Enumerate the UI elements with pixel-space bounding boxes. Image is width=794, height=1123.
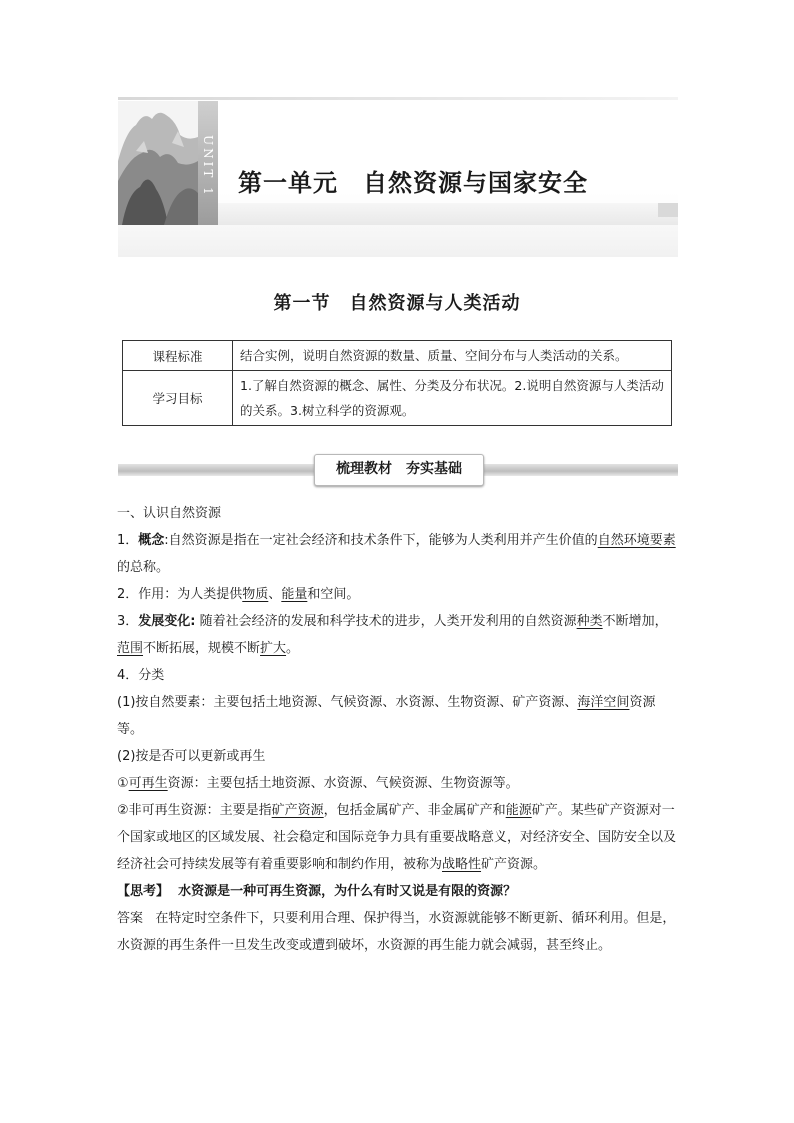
fill-in-answer: 自然环境要素 <box>597 533 676 548</box>
paragraph-development <box>117 608 679 662</box>
fill-in-answer: 种类 <box>576 614 603 629</box>
unit-label: UNIT 1 <box>201 134 215 198</box>
fill-in-answer: 矿产资源 <box>271 803 324 818</box>
fill-in-answer: 能量 <box>281 587 308 602</box>
fill-in-answer: 扩大 <box>260 641 287 656</box>
fill-in-answer: 范围 <box>117 641 144 656</box>
table-row <box>123 341 672 371</box>
mountain-illustration <box>118 101 198 225</box>
heading-recognize-resources: 一、认识自然资源 <box>117 506 222 521</box>
item-text: 2．作用：为人类提供 <box>117 587 243 602</box>
item-text: 。 <box>286 641 300 656</box>
item-text: ，包括金属矿产、非金属矿产和 <box>323 803 506 818</box>
section-title: 第一节 自然资源与人类活动 <box>273 293 521 314</box>
item-text: 矿产资源。 <box>481 857 547 872</box>
paragraph-concept <box>117 527 679 581</box>
item-number: 1． <box>117 533 139 548</box>
body-content <box>117 500 679 959</box>
item-text: 的总称。 <box>117 560 170 575</box>
table-value-cell: 结合实例，说明自然资源的数量、质量、空间分布与人类活动的关系。 <box>233 341 672 371</box>
item-text: 不断增加， <box>602 614 668 629</box>
think-tag: 【思考】 <box>117 884 170 899</box>
item-number: 3． <box>117 614 139 629</box>
think-question-text: 水资源是一种可再生资源，为什么有时又说是有限的资源？ <box>178 884 517 899</box>
answer-text: 在特定时空条件下，只要利用合理、保护得当，水资源就能够不断更新、循环利用。但是，水资源的再生条件一旦发生改变或遭到破坏，水资源的再生能力就会减弱，甚至终止。 <box>117 911 676 953</box>
item-label: 概念 <box>138 533 165 548</box>
ribbon-title: 梳理教材 夯实基础 <box>336 461 462 477</box>
table-label-cell: 课程标准 <box>123 341 233 371</box>
item-text: ① <box>117 776 129 791</box>
item-text: 资源等。 <box>117 695 656 737</box>
item-text: 随着社会经济的发展和科学技术的进步，人类开发利用的自然资源 <box>195 614 577 629</box>
section-ribbon <box>118 454 678 488</box>
item-text: ②非可再生资源：主要是指 <box>117 803 272 818</box>
fill-in-answer: 可再生 <box>128 776 168 791</box>
item-text: 资源：主要包括土地资源、水资源、气候资源、生物资源等。 <box>167 776 519 791</box>
paragraph-non-renewable <box>117 797 679 878</box>
table-value-cell: 1.了解自然资源的概念、属性、分类及分布状况。2.说明自然资源与人类活动的关系。3.树立科学的资源观。 <box>233 371 672 426</box>
unit-title: 第一单元 自然资源与国家安全 <box>238 169 588 197</box>
item-text: (1)按自然要素：主要包括土地资源、气候资源、水资源、生物资源、矿产资源、 <box>117 695 578 710</box>
paragraph-by-natural-element <box>117 689 679 743</box>
banner-top-line <box>118 97 678 100</box>
answer-paragraph <box>117 905 679 959</box>
paragraph-renewable <box>117 770 679 797</box>
paragraph-by-renewability: (2)按是否可以更新或再生 <box>117 749 266 764</box>
think-question <box>117 878 679 905</box>
fill-in-answer: 物质 <box>242 587 269 602</box>
item-text: 不断拓展，规模不断 <box>143 641 261 656</box>
paragraph-function <box>117 581 679 608</box>
table-label-cell: 学习目标 <box>123 371 233 426</box>
item-text: 、 <box>268 587 282 602</box>
item-text: 和空间。 <box>307 587 360 602</box>
banner-base-strip <box>658 203 678 217</box>
unit-banner <box>118 97 678 257</box>
fill-in-answer: 海洋空间 <box>577 695 630 710</box>
paragraph-classification: 4．分类 <box>117 668 165 683</box>
answer-tag: 答案 <box>117 911 144 926</box>
fill-in-answer: 能源 <box>505 803 532 818</box>
course-info-table <box>122 340 672 426</box>
fill-in-answer: 战略性 <box>442 857 482 872</box>
item-text: :自然资源是指在一定社会经济和技术条件下，能够为人类利用并产生价值的 <box>164 533 598 548</box>
item-text: 矿产。某些矿产资源对一个国家或地区的区域发展、社会稳定和国际竞争力具有重要战略意义，对经济安全、国防安全以及经济社会可持续发展等有着重要影响和制约作用，被称为 <box>117 803 677 872</box>
item-label: 发展变化: <box>138 614 196 629</box>
table-row <box>123 371 672 426</box>
